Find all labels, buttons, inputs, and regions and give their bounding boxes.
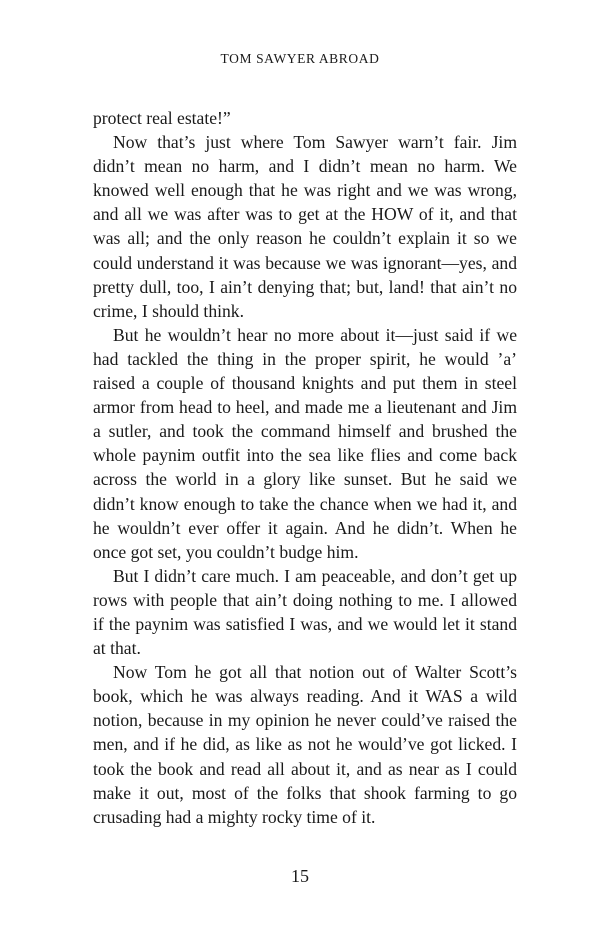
paragraph: But I didn’t care much. I am peaceable, and don’t get up rows with people that ain’t doing nothing to me. I allowed if the paynim was satisfied I was, and we would let it stand at that. [93, 565, 517, 659]
paragraph-continued: protect real estate!” [93, 108, 231, 128]
page-number: 15 [291, 866, 309, 886]
paragraph: But he wouldn’t hear no more about it—just said if we had tackled the thing in the proper spirit, he would ’a’ raised a couple of thousand knights and put them in steel armor from head to heel, and made me a lieutenant and Jim a sutler, and took the command himself and brushed the whole paynim outfit into the sea like flies and come back across the world in a glory like sunset. But he said we didn’t know enough to take the chance when we had it, and he wouldn’t ever offer it again. And he didn’t. When he once got set, you couldn’t budge him. [93, 324, 517, 562]
body-text [93, 106, 517, 829]
paragraph: Now Tom he got all that notion out of Walter Scott’s book, which he was always reading. And it WAS a wild notion, because in my opinion he never could’ve raised the men, and if he did, as like as not he would’ve got licked. I took the book and read all about it, and as near as I could make it out, most of the folks that shook farming to go crusading had a mighty rocky time of it. [93, 662, 517, 827]
paragraph: Now that’s just where Tom Sawyer warn’t fair. Jim didn’t mean no harm, and I didn’t mean no harm. We knowed well enough that he was right and we was wrong, and all we was after was to get at the HOW of it, and that was all; and the only reason he couldn’t explain it so we could understand it was because we was ignorant—yes, and pretty dull, too, I ain’t denying that; but, land! that ain’t no crime, I should think. [93, 132, 517, 321]
running-head: TOM SAWYER ABROAD [220, 51, 380, 66]
